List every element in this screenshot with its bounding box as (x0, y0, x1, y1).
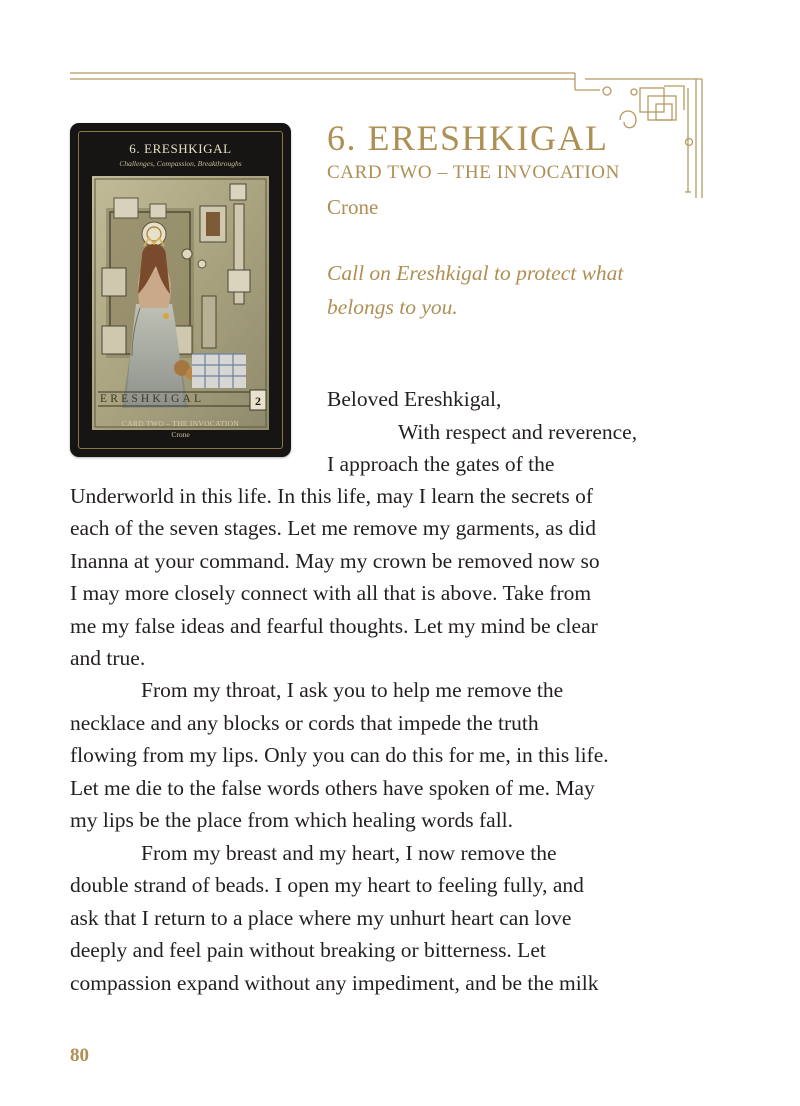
text-line: With respect and reverence, (398, 420, 638, 444)
goddess-illustration (92, 176, 269, 430)
page-number: 80 (70, 1045, 89, 1066)
text-line: double strand of beads. I open my heart to feeling fully, and (70, 873, 584, 897)
text-line: my lips be the place from which healing words fall. (70, 808, 514, 832)
text-line: deeply and feel pain without breaking or bitterness. Let (70, 938, 546, 962)
chapter-title: 6. ERESHKIGAL (327, 118, 609, 158)
card-title: 6. ERESHKIGAL (129, 141, 232, 156)
affirmation-quote: Call on Ereshkigal to protect what belongs to you. (327, 261, 624, 319)
text-line: me my false ideas and fearful thoughts. Let my mind be clear (70, 614, 598, 638)
text-line: ask that I return to a place where my unhurt heart can love (70, 906, 572, 930)
text-line: each of the seven stages. Let me remove my garments, as did (70, 516, 596, 540)
art-label: ERESHKIGAL (100, 393, 205, 405)
text-line: compassion expand without any impediment, and be the milk (70, 971, 599, 995)
text-line: From my throat, I ask you to help me remove the (141, 678, 564, 702)
text-line: From my breast and my heart, I now remove the (141, 841, 557, 865)
text-line: flowing from my lips. Only you can do this for me, in this life. (70, 743, 609, 767)
text-line: I may more closely connect with all that is above. Take from (70, 581, 592, 605)
card-footer-position: CARD TWO – THE INVOCATION (121, 419, 240, 428)
oracle-card-image (70, 123, 291, 457)
text-line: I approach the gates of the (327, 452, 555, 476)
text-line: Inanna at your command. May my crown be removed now so (70, 549, 600, 573)
text-line: and true. (70, 646, 146, 670)
art-number: 2 (255, 394, 261, 408)
text-line: necklace and any blocks or cords that impede the truth (70, 711, 539, 735)
card-position-subtitle: CARD TWO – THE INVOCATION (327, 162, 620, 183)
text-line: Let me die to the false words others have spoken of me. May (70, 776, 595, 800)
archetype-label: Crone (327, 195, 379, 219)
card-footer-archetype: Crone (171, 430, 190, 439)
text-line: Underworld in this life. In this life, may I learn the secrets of (70, 484, 594, 508)
card-subtitle: Challenges, Compassion, Breakthroughs (119, 159, 242, 168)
text-line: Beloved Ereshkigal, (327, 387, 502, 411)
